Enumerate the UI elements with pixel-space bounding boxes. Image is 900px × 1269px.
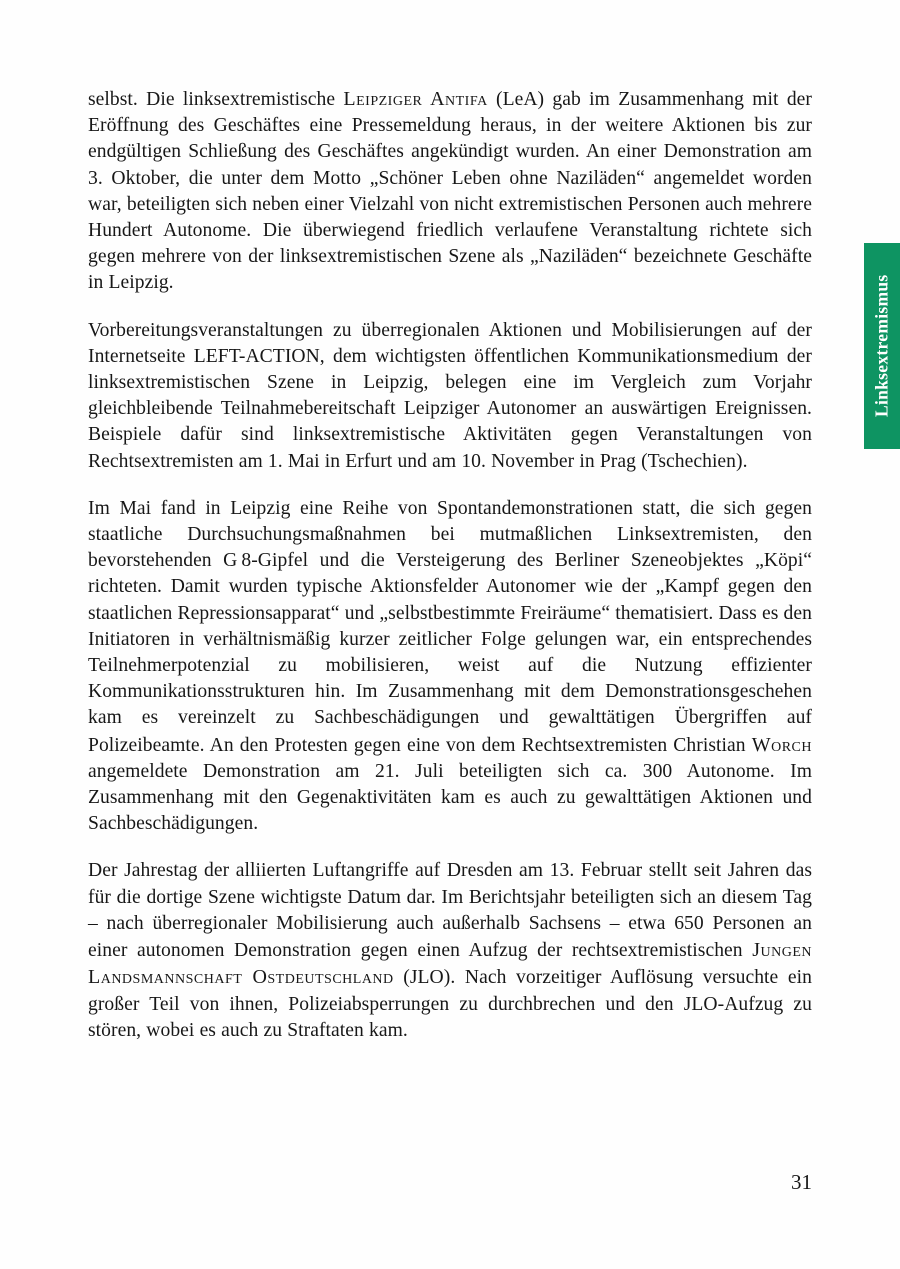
paragraph: Vorbereitungsveranstaltungen zu überregionalen Aktionen und Mobilisierungen auf der Internetseite LEFT-ACTION, dem wichtigsten öffentlichen Kommunikationsmedium der linksextremistischen Szene in Leipzig, belegen eine im Vergleich zum Vorjahr gleichbleibende Teilnahmebereitschaft Leipziger Autonomer an auswärtigen Ereignissen. Beispiele dafür sind linksextremistische Aktivitäten gegen Veranstaltungen von Rechtsextremisten am 1. Mai in Erfurt und am 10. November in Prag (Tschechien). (88, 319, 812, 472)
paragraph: Im Mai fand in Leipzig eine Reihe von Spontandemonstrationen statt, die sich gegen staatliche Durchsuchungsmaßnahmen bei mutmaßlichen Linksextremisten, den bevorstehenden G 8-Gipfel und die Versteigerung des Berliner Szeneobjektes „Köpi“ richteten. Damit wurden typische Aktionsfelder Autonomer wie der „Kampf gegen den staatlichen Repressionsapparat“ und „selbstbestimmte Freiräume“ thematisiert. Dass es den Initiatoren in verhältnismäßig kurzer zeitlicher Folge gelungen war, ein entsprechendes Teilnehmerpotenzial zu mobilisieren, weist auf die Nutzung effizienter Kommunikationsstrukturen hin. Im Zusammenhang mit dem Demonstrationsgeschehen kam es vereinzelt zu Sachbeschädigungen und gewalttätigen Übergriffen auf Polizeibeamte. An den Protesten gegen eine von dem Rechtsextremisten Christian Worch angemeldete Demonstration am 21. Juli beteiligten sich ca. 300 Autonome. Im Zusammenhang mit den Gegenaktivitäten kam es auch zu gewalttätigen Aktionen und Sachbeschädigungen. (88, 497, 812, 835)
page-number: 31 (791, 1170, 812, 1194)
smallcaps-worch: Worch (751, 733, 812, 756)
smallcaps-jlo: Jungen Landsmannschaft Ostdeutschland (88, 939, 812, 989)
section-tab-linksextremismus (864, 243, 900, 449)
paragraph: Der Jahrestag der alliierten Luftangriffe auf Dresden am 13. Februar stellt seit Jahren das für die dortige Szene wichtigste Datum dar. Im Berichtsjahr beteiligten sich an diesem Tag – nach überregionaler Mobilisierung auch außerhalb Sachsens – etwa 650 Personen an einer autonomen Demonstration gegen einen Aufzug der rechtsextremistischen Jungen Landsmannschaft Ostdeutschland (JLO). Nach vorzeitiger Auflösung versuchte ein großer Teil von ihnen, Polizeiabsperrungen zu durchbrechen und den JLO-Aufzug zu stören, wobei es auch zu Straftaten kam. (88, 860, 812, 1041)
section-tab-label: Linksextremismus (871, 274, 892, 418)
body-text-column (88, 86, 812, 1044)
smallcaps-leipziger-antifa: Leipziger Antifa (343, 88, 488, 110)
paragraph: selbst. Die linksextremistische Leipziger Antifa (LeA) gab im Zusammenhang mit der Eröffnung des Geschäftes eine Pressemeldung heraus, in der weitere Aktionen bis zur endgültigen Schließung des Geschäftes angekündigt wurden. An einer Demonstration am 3. Oktober, die unter dem Motto „Schöner Leben ohne Naziläden“ angemeldet worden war, beteiligten sich neben einer Vielzahl von nicht extremistischen Personen auch mehrere Hundert Autonome. Die überwiegend friedlich verlaufene Veranstaltung richtete sich gegen mehrere von der linksextremistischen Szene als „Naziläden“ bezeichnete Geschäfte in Leipzig. (88, 88, 812, 294)
